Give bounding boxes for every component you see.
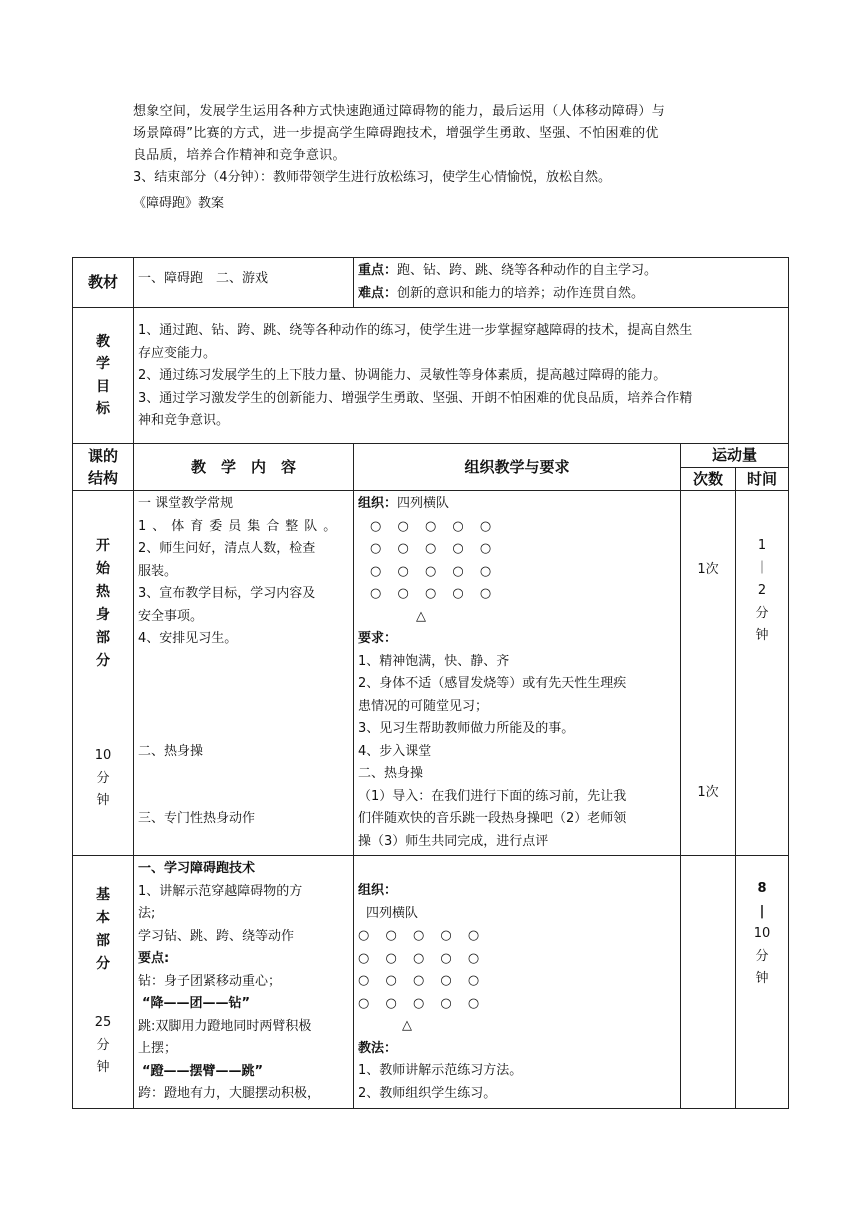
- content-line: 跨：蹬地有力，大腿摆动积极，: [138, 1086, 321, 1101]
- formation-row: ○ ○ ○ ○ ○: [370, 563, 498, 579]
- method-line: 2、教师组织学生练习。: [358, 1085, 497, 1101]
- basic-content: [134, 856, 354, 1109]
- start-duration: [736, 491, 789, 856]
- duration-value: 1: [757, 538, 767, 553]
- row-material: [73, 258, 789, 308]
- intro-line: 想象空间，发展学生运用各种方式快速跑通过障碍物的能力，最后运用（人体移动障碍）与: [133, 104, 666, 119]
- basic-duration: [736, 856, 789, 1109]
- start-minutes: 分: [96, 770, 110, 786]
- content-line: 学习钻、跳、跨、绕等动作: [138, 928, 295, 944]
- label-objectives: [73, 308, 134, 444]
- teacher-position-icon: △: [416, 608, 426, 624]
- intro-line: 良品质，培养合作精神和竞争意识。: [133, 148, 346, 163]
- requirement-line: 4、步入课堂: [358, 743, 432, 759]
- content-line: 3、宣布教学目标，学习内容及: [138, 586, 316, 601]
- basic-times: [681, 856, 736, 1109]
- requirement-line: 2、身体不适（感冒发烧等）或有先天性生理疾: [358, 676, 627, 691]
- objective-line: 2、通过练习发展学生的上下肢力量、协调能力、灵敏性等身体素质，提高越过障碍的能力。: [138, 368, 667, 383]
- requirement-line: （1）导入：在我们进行下面的练习前，先让我: [358, 788, 627, 804]
- objectives-char: 标: [96, 401, 110, 417]
- content-line: 2、师生问好，清点人数，检查: [138, 541, 316, 556]
- header-organization: 组织教学与要求: [354, 444, 681, 491]
- header-times: 次数: [681, 467, 736, 491]
- row-basic-section: [73, 856, 789, 1109]
- formation-row: ○ ○ ○ ○ ○: [358, 950, 486, 966]
- org-text: 四列横队: [397, 496, 450, 511]
- duration-value: ｜: [755, 560, 769, 576]
- start-label-char: 始: [96, 561, 110, 577]
- requirement-line: 操（3）师生共同完成，进行点评: [358, 833, 549, 849]
- basic-organization: [354, 856, 681, 1109]
- content-line: 法;: [138, 906, 156, 921]
- times-value: 1次: [697, 562, 719, 577]
- content-special-warmup: 三、专门性热身动作: [138, 811, 256, 826]
- content-line: 钻：身子团紧移动重心；: [138, 973, 282, 989]
- basic-label-char: 本: [96, 910, 110, 926]
- content-line: 安全事项。: [138, 608, 204, 624]
- document-title: 《障碍跑》教案: [133, 196, 225, 211]
- objectives-char: 教: [96, 333, 110, 350]
- content-line: 一 课堂教学常规: [138, 496, 234, 511]
- row-header-top: [73, 444, 789, 468]
- objective-line: 存应变能力。: [138, 345, 217, 361]
- key-label: 重点：: [358, 263, 398, 278]
- row-objectives: [73, 308, 789, 444]
- objective-line: 神和竞争意识。: [138, 413, 230, 428]
- content-line: 要点:: [138, 951, 170, 966]
- start-times: [681, 491, 736, 856]
- label-basic-section: [73, 856, 134, 1109]
- duration-value: |: [759, 903, 765, 919]
- key-points: [354, 258, 789, 308]
- times-value: 1次: [697, 784, 719, 800]
- lesson-plan-table: [72, 257, 789, 1109]
- objective-line: 3、通过学习激发学生的创新能力、增强学生勇敢、坚强、开朗不怕困难的优良品质，培养合作精: [138, 390, 693, 406]
- difficulty-label: 难点：: [358, 285, 398, 301]
- duration-value: 8: [757, 881, 767, 896]
- formation-row: ○ ○ ○ ○ ○: [358, 928, 486, 943]
- content-line: 跳:双脚用力蹬地同时两臂积极: [138, 1018, 312, 1034]
- formation-row: ○ ○ ○ ○ ○: [370, 586, 498, 601]
- basic-minutes: 钟: [96, 1060, 110, 1075]
- key-text: 跑、钻、跨、跳、绕等各种动作的自主学习。: [397, 263, 658, 278]
- method-line: 1、教师讲解示范练习方法。: [358, 1063, 523, 1078]
- formation-row: ○ ○ ○ ○ ○: [370, 541, 498, 556]
- content-warmup: 二、热身操: [138, 743, 204, 759]
- header-duration: 时间: [736, 467, 789, 491]
- requirement-line: 们伴随欢快的音乐跳一段热身操吧（2）老师领: [358, 811, 627, 826]
- content-line: 上摆；: [138, 1041, 178, 1056]
- basic-label-char: 部: [96, 933, 110, 949]
- org-label: 组织：: [358, 883, 398, 898]
- start-label-char: 身: [96, 607, 110, 623]
- duration-value: 2: [757, 583, 767, 598]
- start-label-char: 开: [96, 538, 110, 554]
- label-material: 教材: [73, 258, 134, 308]
- basic-label-char: 基: [96, 887, 110, 903]
- material-text: 一、障碍跑 二、游戏: [138, 271, 269, 286]
- formation-row: ○ ○ ○ ○ ○: [358, 973, 486, 988]
- requirement-line: 3、见习生帮助教师做力所能及的事。: [358, 721, 575, 736]
- duration-value: 钟: [755, 628, 769, 643]
- org-text: 四列横队: [366, 905, 419, 921]
- duration-value: 10: [753, 926, 771, 941]
- objective-line: 1、通过跑、钻、跨、跳、绕等各种动作的练习，使学生进一步掌握穿越障碍的技术，提高自然生: [138, 323, 693, 338]
- header-structure-line: 课的: [87, 447, 118, 465]
- header-structure: [73, 444, 134, 491]
- intro-paragraph: [133, 101, 733, 167]
- method-label: 教法：: [358, 1040, 398, 1056]
- duration-value: 分: [755, 948, 769, 964]
- teacher-position-icon: △: [402, 1018, 412, 1033]
- start-label-char: 分: [96, 653, 110, 669]
- difficulty-text: 创新的意识和能力的培养；动作连贯自然。: [397, 285, 645, 301]
- basic-minutes: 25: [94, 1015, 112, 1030]
- basic-minutes: 分: [96, 1037, 110, 1053]
- intro-line: 场景障碍”比赛的方式，进一步提高学生障碍跑技术，增强学生勇敢、坚强、不怕困难的优: [133, 126, 659, 141]
- material-content: [134, 258, 354, 308]
- duration-value: 分: [755, 605, 769, 621]
- label-start-section: [73, 491, 134, 856]
- formation-row: ○ ○ ○ ○ ○: [358, 995, 486, 1011]
- objectives-content: [134, 308, 789, 444]
- formation-row: ○ ○ ○ ○ ○: [370, 518, 498, 534]
- requirement-line: 1、精神饱满，快、静、齐: [358, 653, 510, 669]
- row-start-section: [73, 491, 789, 856]
- content-line: 4、安排见习生。: [138, 631, 238, 646]
- start-content: [134, 491, 354, 856]
- content-line: 1、体育委员集合整队。: [138, 518, 343, 534]
- header-load: 运动量: [681, 444, 789, 468]
- duration-value: 钟: [755, 971, 769, 986]
- start-minutes: 10: [94, 748, 112, 763]
- content-line: 服装。: [138, 563, 178, 579]
- closing-section-text: 3、结束部分（4分钟）：教师带领学生进行放松练习，使学生心情愉悦，放松自然。: [133, 170, 612, 185]
- requirement-line: 患情况的可随堂见习；: [358, 698, 489, 714]
- basic-label-char: 分: [96, 956, 110, 972]
- content-line: 1、讲解示范穿越障碍物的方: [138, 883, 303, 899]
- content-line: 一、学习障碍跑技术: [138, 861, 256, 876]
- start-minutes: 钟: [96, 793, 110, 808]
- objectives-char: 目: [96, 378, 110, 395]
- content-line: “降——团——钻”: [142, 996, 251, 1011]
- requirement-line: 二、热身操: [358, 766, 424, 781]
- objectives-char: 学: [96, 356, 110, 372]
- requirements-label: 要求：: [358, 631, 398, 646]
- start-organization: [354, 491, 681, 856]
- start-label-char: 部: [96, 630, 110, 646]
- org-label: 组织：: [358, 496, 398, 511]
- header-structure-line: 结构: [87, 469, 118, 487]
- start-label-char: 热: [96, 584, 110, 600]
- header-content: 教 学 内 容: [134, 444, 354, 491]
- content-line: “蹬——摆臂——跳”: [142, 1063, 264, 1079]
